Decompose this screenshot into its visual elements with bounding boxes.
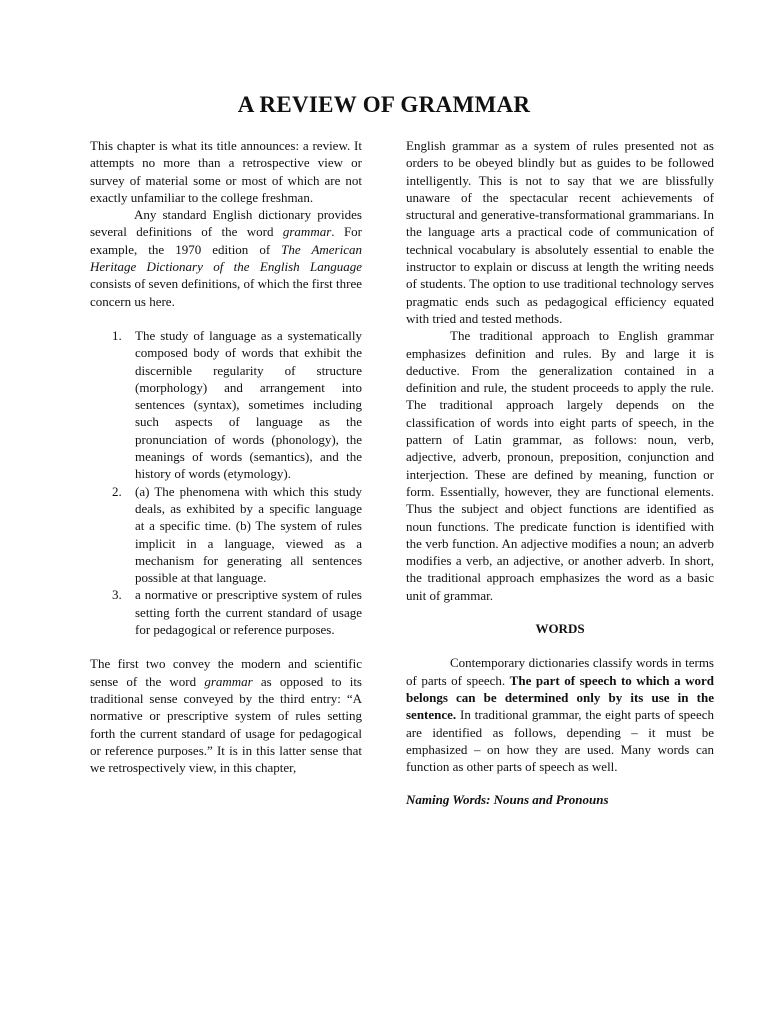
- book-title: The American Heritage Dictionary of the English Language: [90, 241, 362, 275]
- definition-text: (a) The phenomena with which this study deals, as exhibited by a specific language at a specific time. (b) The system of rules implicit in a language, viewed as a mechanism for generating all sentences possible at that language.: [135, 483, 362, 586]
- definition-number: 2.: [112, 483, 122, 499]
- dictionary-paragraph: [90, 206, 362, 310]
- intro-paragraph: This chapter is what its title announces: a review. It attempts no more than a retrospective view or survey of material some or most of which are not exactly unfamiliar to the college freshman.: [90, 138, 362, 205]
- paragraph-spacer: [90, 638, 362, 655]
- rules-paragraph: English grammar as a system of rules presented not as orders to be obeyed blindly but as guides to be followed intelligently. This is not to say that we are blissfully unaware of the spectacular recent achievements of structural and generative-transformational grammarians. In the language arts a practical code of communication of technical vocabulary is absolutely essential to enable the instructor to explain or discuss at length the writing needs of students. The option to use traditional technology serves pragmatic ends such as pedagogical efficiency equated with tried and tested methods.: [406, 138, 714, 326]
- definition-text: a normative or prescriptive system of rules setting forth the current standard of usage for pedagogical or reference purposes.: [135, 587, 362, 638]
- definition-item: [90, 483, 362, 587]
- right-column: [406, 137, 714, 809]
- term-grammar: grammar: [204, 673, 253, 689]
- definition-number: 3.: [112, 587, 122, 603]
- parts-text-2: In traditional grammar, the eight parts of speech are identified as follows, depending – it must be emphasized – on how they are used. Many words can function as other parts of speech as well.: [406, 707, 714, 775]
- term-grammar: grammar: [282, 224, 332, 240]
- definition-item: [90, 327, 362, 483]
- left-column: [90, 137, 362, 776]
- definition-text: The study of language as a systematically composed body of words that exhibit the discernible regularity of structure (morphology) and arrangement into sentences (syntax), sometimes including such aspects of language as the pronunciation of words (phonology), the meanings of words (semantics), and the history of words (etymology).: [135, 327, 362, 482]
- subsection-heading: Naming Words: Nouns and Pronouns: [406, 792, 609, 808]
- traditional-approach-paragraph: The traditional approach to English grammar emphasizes definition and rules. By and large it is deductive. From the generalization contained in a definition and rule, the student proceeds to apply the rule. The traditional approach largely depends on the classification of words into eight parts of speech, in the pattern of Latin grammar, as follows: noun, verb, adjective, adverb, pronoun, preposition, conjunction and interjection. These are defined by meaning, function or form. Essentially, however, they are functional elements. Thus the subject and object functions are identified as noun functions. The predicate function is identified with the verb function. An adjective modifies a noun; an adverb modifies a verb, an adjective, or another adverb. In short, the traditional approach emphasizes the word as a basic unit of grammar.: [406, 328, 714, 603]
- dictionary-text-1: Any standard English dictionary provides several definitions of the word: [90, 207, 362, 240]
- parts-of-speech-paragraph: [406, 654, 714, 775]
- definition-number: 1.: [112, 327, 122, 343]
- emphasized-sentence: The part of speech to which a word belongs can be determined only by its use in the sentence.: [406, 672, 714, 723]
- senses-text-2: as opposed to its traditional sense conveyed by the third entry: “A normative or prescriptive system of rules setting forth the current standard of usage for pedagogical or reference purposes.” It is in this latter sense that we retrospectively view, in this chapter,: [90, 673, 362, 776]
- senses-paragraph: [90, 655, 362, 776]
- definition-item: [90, 586, 362, 638]
- definition-list: [90, 327, 362, 638]
- section-heading-words: WORDS: [535, 621, 585, 637]
- dictionary-text-3: consists of seven definitions, of which the first three concern us here.: [90, 276, 362, 309]
- senses-text-1: The first two convey the modern and scientific sense of the word: [90, 656, 362, 689]
- parts-text-1: Contemporary dictionaries classify words in terms of parts of speech.: [406, 655, 714, 688]
- dictionary-text-2: . For example, the 1970 edition of: [90, 224, 362, 257]
- page-title: A REVIEW OF GRAMMAR: [237, 92, 531, 117]
